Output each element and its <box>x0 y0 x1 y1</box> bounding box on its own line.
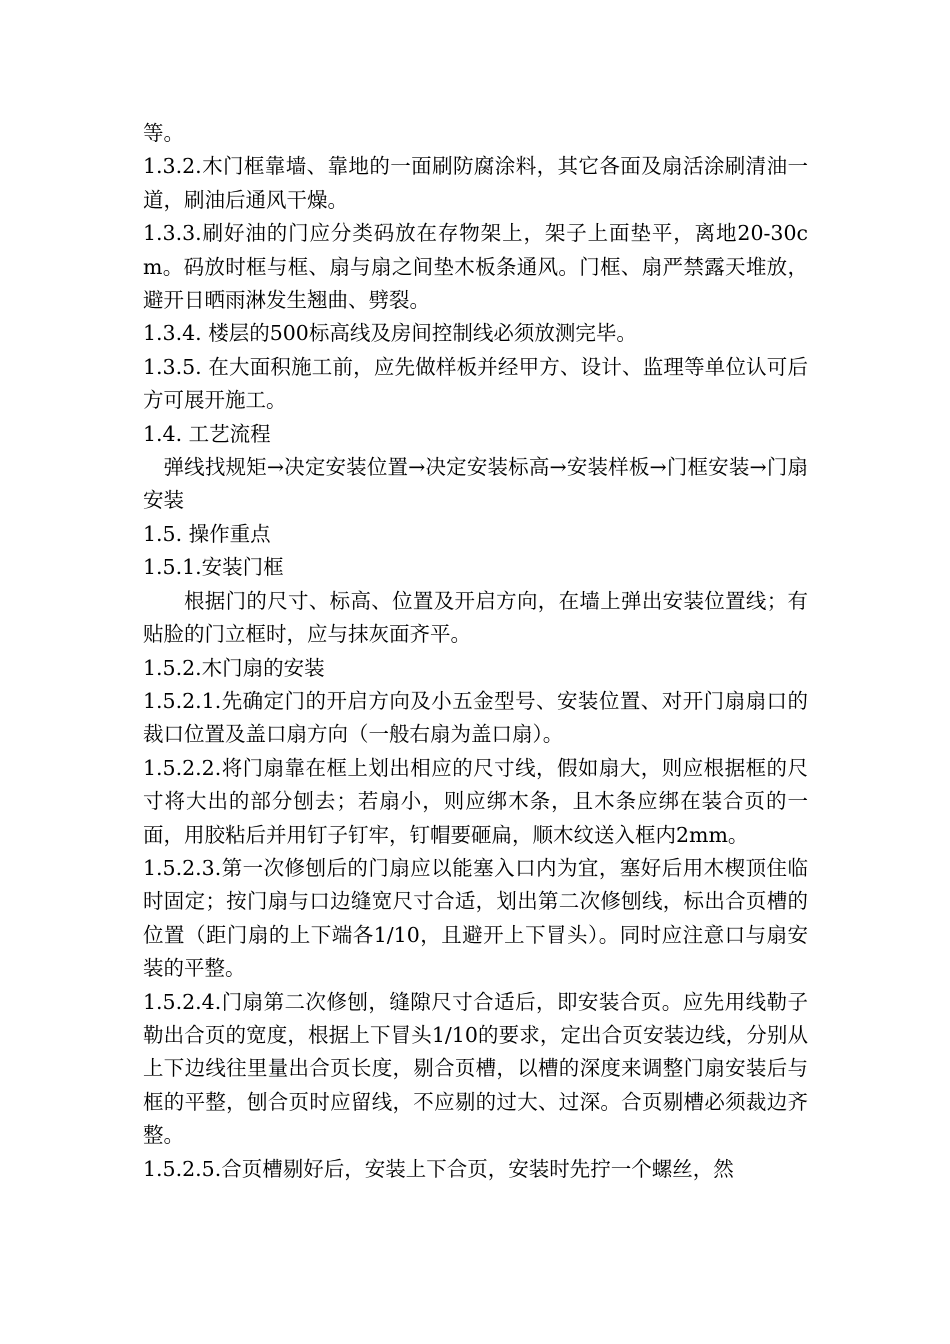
paragraph-continuation: 等。 <box>143 121 184 145</box>
paragraph-1-3-4: 1.3.4. 楼层的500标高线及房间控制线必须放测完毕。 <box>143 321 637 346</box>
paragraph-1-5-2-4: 1.5.2.4.门扇第二次修刨，缝隙尺寸合适后，即安装合页。应先用线勒子勒出合页的宽度，根据上下冒头1/10的要求，定出合页安装边线，分别从上下边线往里量出合页长度，剔合页槽，以槽的深度来调整门扇安装后与框的平整，刨合页时应留线，不应剔的过大、过深。合页剔槽必须裁边齐整。 <box>143 989 808 1148</box>
paragraph-1-5-2-2: 1.5.2.2.将门扇靠在框上划出相应的尺寸线，假如扇大，则应根据框的尺寸将大出的部分刨去；若扇小，则应绑木条，且木条应绑在装合页的一面，用胶粘后并用钉子钉牢，钉帽要砸扁，顺木纹送入框内2mm。 <box>143 755 808 847</box>
paragraph-1-5-2-3: 1.5.2.3.第一次修刨后的门扇应以能塞入口内为宜，塞好后用木楔顶住临时固定；按门扇与口边缝宽尺寸合适，划出第二次修刨线，标出合页槽的位置（距门扇的上下端各1/10，且避开上下冒头）。同时应注意口与扇安装的平整。 <box>143 855 808 981</box>
document-page <box>143 117 808 1186</box>
paragraph-1-5-2-1: 1.5.2.1.先确定门的开启方向及小五金型号、安装位置、对开门扇扇口的裁口位置及盖口扇方向（一般右扇为盖口扇）。 <box>143 688 808 747</box>
heading-1-5-2: 1.5.2.木门扇的安装 <box>143 655 325 680</box>
heading-1-5: 1.5. 操作重点 <box>143 521 271 546</box>
paragraph-install-frame: 根据门的尺寸、标高、位置及开启方向，在墙上弹出安装位置线；有贴脸的门立框时，应与抹灰面齐平。 <box>143 588 808 647</box>
heading-1-4: 1.4. 工艺流程 <box>143 421 271 446</box>
paragraph-1-3-5: 1.3.5. 在大面积施工前，应先做样板并经甲方、设计、监理等单位认可后方可展开施工。 <box>143 354 808 413</box>
paragraph-1-5-2-5: 1.5.2.5.合页槽剔好后，安装上下合页，安装时先拧一个螺丝，然 <box>143 1156 734 1181</box>
process-flow-text: 弹线找规矩→决定安装位置→决定安装标高→安装样板→门框安装→门扇安装 <box>143 455 808 513</box>
heading-1-5-1: 1.5.1.安装门框 <box>143 555 284 580</box>
paragraph-1-3-3: 1.3.3.刷好油的门应分类码放在存物架上，架子上面垫平，离地20-30cm。码放时框与框、扇与扇之间垫木板条通风。门框、扇严禁露天堆放，避开日晒雨淋发生翘曲、劈裂。 <box>143 221 808 313</box>
paragraph-1-3-2: 1.3.2.木门框靠墙、靠地的一面刷防腐涂料，其它各面及扇活涂刷清油一道，刷油后通风干燥。 <box>143 154 808 212</box>
